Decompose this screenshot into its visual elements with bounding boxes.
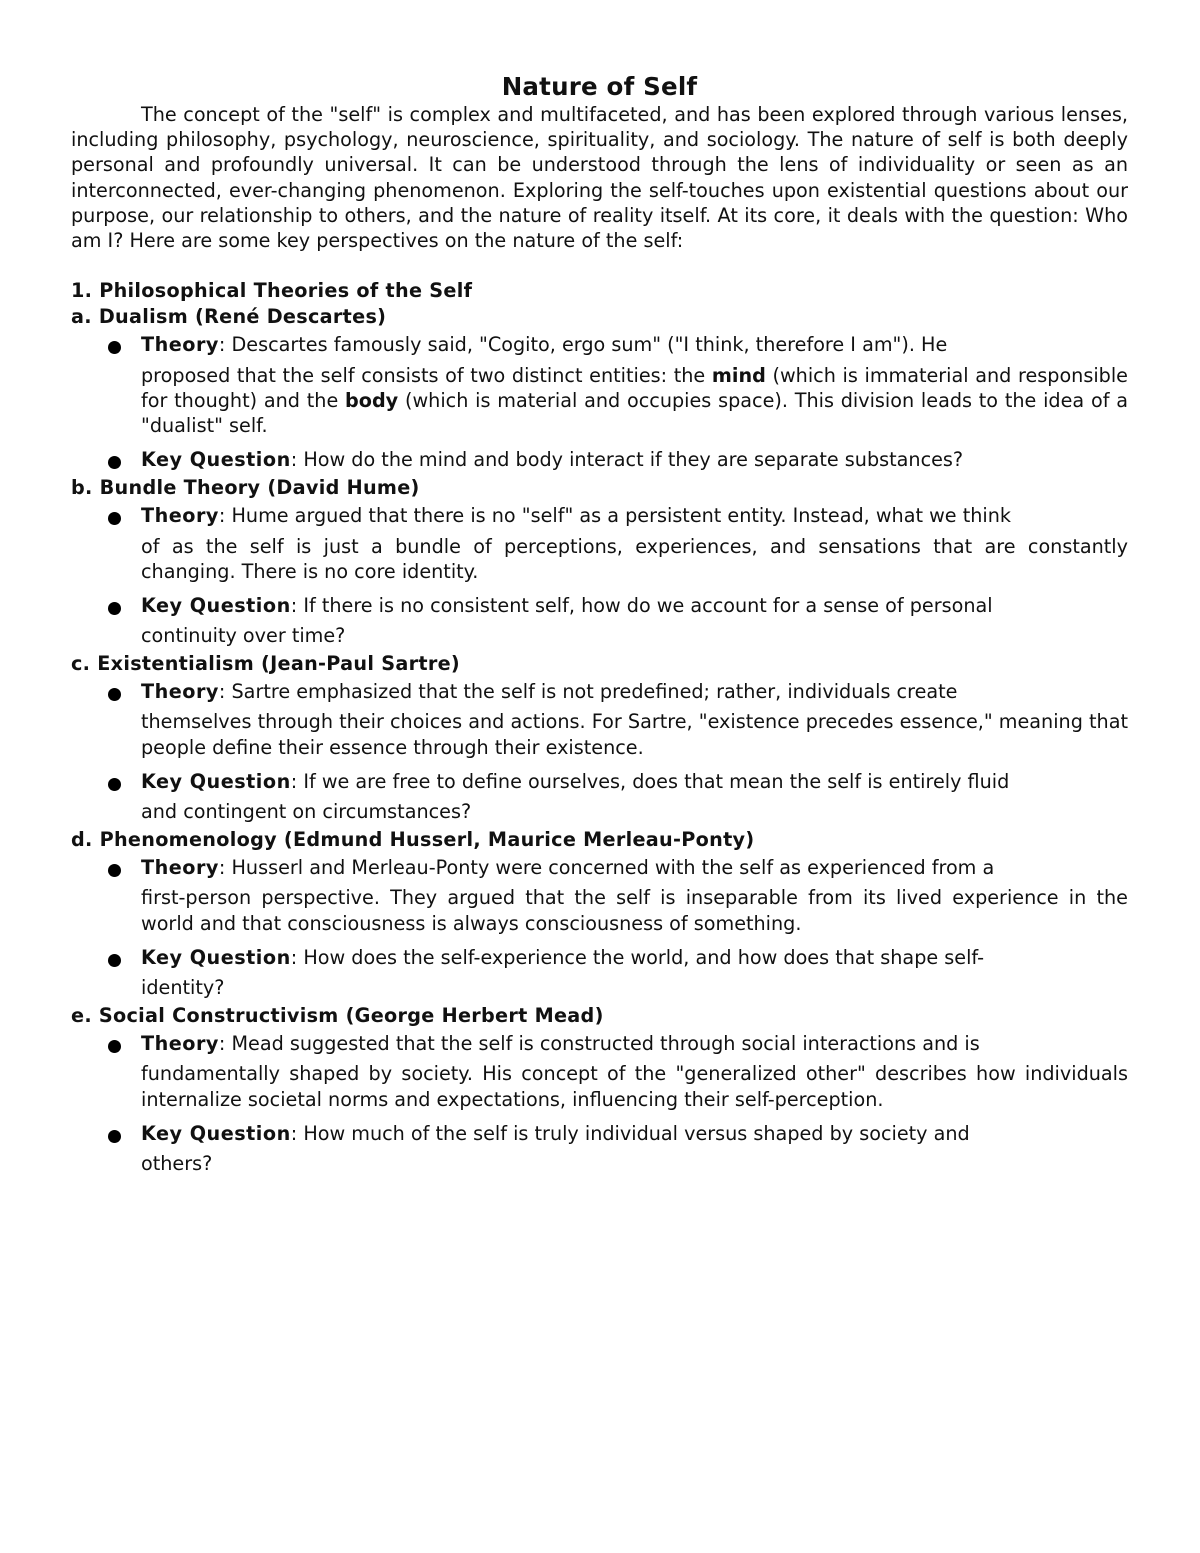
label-separator: : xyxy=(290,594,304,618)
theory-text: themselves through their choices and actions. For Sartre, "existence precedes essence," meaning that people define their essence through their existence. xyxy=(141,710,1128,759)
key-question-text: identity? xyxy=(141,976,225,1000)
label-separator: : xyxy=(218,1032,232,1056)
key-question-text: and contingent on circumstances? xyxy=(141,800,472,824)
list-item xyxy=(141,590,1128,651)
key-question-text: How do the mind and body interact if they are separate substances? xyxy=(303,448,964,472)
theory-first-line xyxy=(141,503,1128,528)
list-item xyxy=(141,500,1128,590)
key-question-label: Key Question xyxy=(141,448,291,472)
bullet-icon xyxy=(108,1040,121,1053)
theory-text: (which is material and occupies space). This division leads to the idea of a "dualist" self. xyxy=(141,388,1128,438)
label-separator: : xyxy=(290,1122,304,1146)
key-question-text: How much of the self is truly individual versus shaped by society and xyxy=(303,1122,970,1146)
label-separator: : xyxy=(218,856,232,880)
list-item xyxy=(141,676,1128,766)
key-question-text: If we are free to define ourselves, does that mean the self is entirely fluid xyxy=(303,770,1010,794)
page-title: Nature of Self xyxy=(501,72,698,101)
list-item xyxy=(141,444,1128,474)
label-separator: : xyxy=(290,946,304,970)
theory-label: Theory xyxy=(141,333,219,357)
key-question-label: Key Question xyxy=(141,770,291,794)
subsection-heading-existentialism: c. Existentialism (Jean-Paul Sartre) xyxy=(71,651,460,675)
existentialism-points xyxy=(71,676,1128,826)
subsection-heading-dualism: a. Dualism (René Descartes) xyxy=(71,304,387,328)
theory-first-line xyxy=(141,679,1128,704)
bullet-icon xyxy=(108,954,121,967)
label-separator: : xyxy=(218,333,232,357)
bullet-icon xyxy=(108,602,121,615)
subsection-heading-phenomenology: d. Phenomenology (Edmund Husserl, Maurice Merleau-Ponty) xyxy=(71,827,755,851)
bullet-icon xyxy=(108,1130,121,1143)
bullet-icon xyxy=(108,864,121,877)
spacer xyxy=(71,253,1128,278)
theory-first-line xyxy=(141,855,1128,880)
bullet-icon xyxy=(108,688,121,701)
label-separator: : xyxy=(290,448,304,472)
theory-text: proposed that the self consists of two distinct entities: the xyxy=(141,363,712,387)
theory-first-line xyxy=(141,332,1128,357)
key-question-text: How does the self-experience the world, and how does that shape self- xyxy=(303,946,985,970)
key-question-first-line xyxy=(141,593,1128,618)
label-separator: : xyxy=(218,680,232,704)
list-item xyxy=(141,766,1128,827)
bullet-icon xyxy=(108,341,121,354)
theory-text: fundamentally shaped by society. His concept of the "generalized other" describes how individuals internalize societal norms and expectations, influencing their self-perception. xyxy=(141,1062,1128,1111)
subsection-heading-social-constructivism: e. Social Constructivism (George Herbert Mead) xyxy=(71,1003,604,1027)
key-question-first-line xyxy=(141,1121,1128,1146)
theory-text: (which is immaterial and responsible for thought) and the xyxy=(141,363,1128,412)
theory-text: Hume argued that there is no "self" as a persistent entity. Instead, what we think xyxy=(231,504,1011,528)
list-item xyxy=(141,1118,1128,1179)
list-item xyxy=(141,329,1128,444)
key-question-text: others? xyxy=(141,1152,213,1176)
phenomenology-points xyxy=(71,852,1128,1002)
theory-first-line xyxy=(141,1031,1128,1056)
key-question-label: Key Question xyxy=(141,946,291,970)
theory-text: of as the self is just a bundle of perceptions, experiences, and sensations that are constantly changing. There is no core identity. xyxy=(141,534,1128,583)
bundle-theory-points xyxy=(71,500,1128,650)
key-question-label: Key Question xyxy=(141,1122,291,1146)
section-heading: 1. Philosophical Theories of the Self xyxy=(71,279,473,303)
key-question-label: Key Question xyxy=(141,594,291,618)
bold-term-body: body xyxy=(345,388,399,412)
intro-paragraph: The concept of the "self" is complex and multifaceted, and has been explored through various lenses, including philosophy, psychology, neuroscience, spirituality, and sociology. The nature of self is both deeply personal and profoundly universal. It can be understood through the lens of individuality or seen as an interconnected, ever-changing phenomenon. Exploring the self-touches upon existential questions about our purpose, our relationship to others, and the nature of reality itself. At its core, it deals with the question: Who am I? Here are some key perspectives on the nature of the self: xyxy=(71,103,1128,253)
theory-text: Sartre emphasized that the self is not predefined; rather, individuals create xyxy=(231,680,958,704)
theory-label: Theory xyxy=(141,856,219,880)
social-constructivism-points xyxy=(71,1028,1128,1178)
bold-term-mind: mind xyxy=(711,363,766,387)
theory-label: Theory xyxy=(141,1032,219,1056)
theory-text: Descartes famously said, "Cogito, ergo sum" ("I think, therefore I am"). He xyxy=(231,333,948,357)
list-item xyxy=(141,852,1128,942)
key-question-first-line xyxy=(141,945,1128,970)
bullet-icon xyxy=(108,778,121,791)
list-item xyxy=(141,1028,1128,1118)
label-separator: : xyxy=(290,770,304,794)
subsection-heading-bundle-theory: b. Bundle Theory (David Hume) xyxy=(71,475,420,499)
label-separator: : xyxy=(218,504,232,528)
list-item xyxy=(141,942,1128,1003)
theory-text: Mead suggested that the self is constructed through social interactions and is xyxy=(231,1032,980,1056)
bullet-icon xyxy=(108,456,121,469)
theory-text: Husserl and Merleau-Ponty were concerned with the self as experienced from a xyxy=(231,856,995,880)
theory-label: Theory xyxy=(141,680,219,704)
dualism-points xyxy=(71,329,1128,474)
key-question-text: continuity over time? xyxy=(141,624,346,648)
key-question-text: If there is no consistent self, how do we account for a sense of personal xyxy=(303,594,993,618)
key-question-first-line xyxy=(141,769,1128,794)
theory-text: first-person perspective. They argued that the self is inseparable from its lived experience in the world and that consciousness is always consciousness of something. xyxy=(141,886,1128,935)
bullet-icon xyxy=(108,512,121,525)
theory-label: Theory xyxy=(141,504,219,528)
